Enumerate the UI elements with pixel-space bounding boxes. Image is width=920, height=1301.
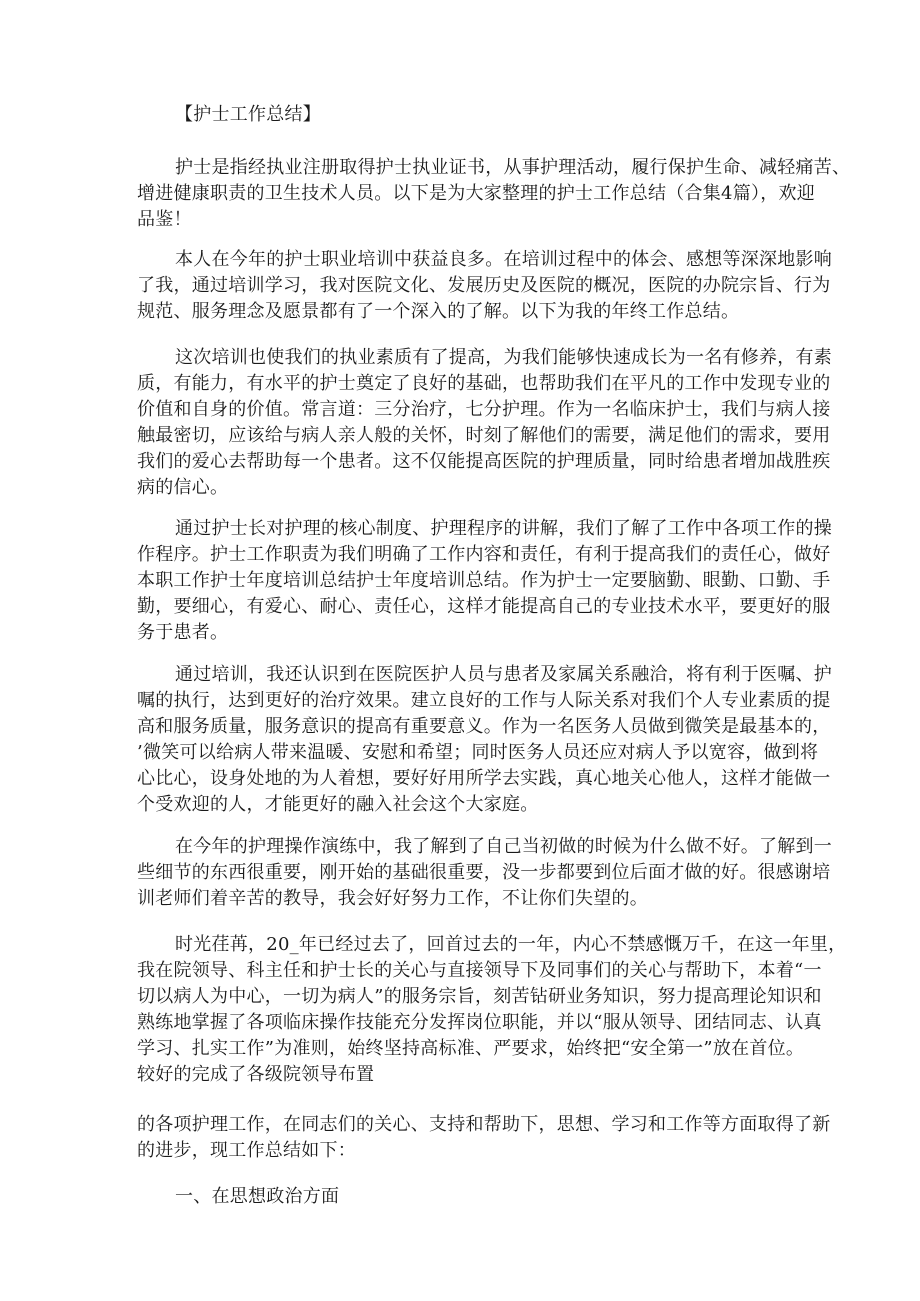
paragraph-line: 切以病人为中心，一切为病人”的服务宗旨，刻苦钻研业务知识，努力提高理论知识和	[137, 986, 822, 1007]
paragraph-line: 这次培训也使我们的执业素质有了提高，为我们能够快速成长为一名有修养，有素	[175, 347, 832, 368]
paragraph-line: 我们的爱心去帮助每一个患者。这不仅能提高医院的护理质量，同时给患者增加战胜疾	[137, 451, 831, 472]
paragraph-line: 学习、扎实工作”为准则，始终坚持高标准、严要求，始终把“安全第一”放在首位。	[137, 1038, 805, 1059]
paragraph-line: 了我，通过培训学习，我对医院文化、发展历史及医院的概况，医院的办院宗旨、行为	[137, 275, 831, 296]
paragraph-line: 价值和自身的价值。常言道：三分治疗，七分护理。作为一名临床护士，我们与病人接	[137, 399, 831, 420]
paragraph-line: 通过护士长对护理的核心制度、护理程序的讲解，我们了解了工作中各项工作的操	[175, 518, 832, 539]
paragraph-line: 通过培训，我还认识到在医院医护人员与患者及家属关系融洽，将有利于医嘱、护	[175, 664, 832, 685]
paragraph-line: 本人在今年的护士职业培训中获益良多。在培训过程中的体会、感想等深深地影响	[175, 249, 832, 270]
paragraph-line: 熟练地掌握了各项临床操作技能充分发挥岗位职能，并以“服从领导、团结同志、认真	[137, 1012, 822, 1033]
paragraph-line: 在今年的护理操作演练中，我了解到了自己当初做的时候为什么做不好。了解到一	[175, 836, 832, 857]
paragraph-line: 的各项护理工作，在同志们的关心、支持和帮助下，思想、学习和工作等方面取得了新	[137, 1114, 831, 1135]
paragraph-line: 时光荏苒，20_年已经过去了，回首过去的一年，内心不禁感慨万千，在这一年里，	[175, 934, 847, 955]
paragraph-line: 较好的完成了各级院领导布置	[137, 1064, 375, 1085]
paragraph-line: 勤，要细心，有爱心、耐心、责任心，这样才能提高自己的专业技术水平，要更好的服	[137, 596, 831, 617]
paragraph-line: 质，有能力，有水平的护士奠定了良好的基础，也帮助我们在平凡的工作中发现专业的	[137, 373, 831, 394]
paragraph-line: 增进健康职责的卫生技术人员。以下是为大家整理的护士工作总结（合集4篇），欢迎	[137, 183, 815, 204]
paragraph-line: 病的信心。	[137, 477, 229, 498]
paragraph-line: 品鉴！	[137, 209, 192, 230]
paragraph-line: 触最密切，应该给与病人亲人般的关怀，时刻了解他们的需要，满足他们的需求，要用	[137, 425, 831, 446]
paragraph-line: 高和服务质量，服务意识的提高有重要意义。作为一名医务人员做到微笑是最基本的，	[137, 716, 831, 737]
paragraph-line: ’微笑可以给病人带来温暖、安慰和希望；同时医务人员还应对病人予以宽容，做到将	[137, 742, 819, 763]
paragraph-line: 训老师们着辛苦的教导，我会好好努力工作，不让你们失望的。	[137, 888, 648, 909]
paragraph-line: 个受欢迎的人，才能更好的融入社会这个大家庭。	[137, 794, 539, 815]
paragraph-line: 我在院领导、科主任和护士长的关心与直接领导下及同事们的关心与帮助下，本着“一	[137, 960, 822, 981]
section-heading: 一、在思想政治方面	[175, 1186, 340, 1207]
paragraph-line: 护士是指经执业注册取得护士执业证书，从事护理活动，履行保护生命、减轻痛苦、	[175, 157, 851, 178]
paragraph-line: 作程序。护士工作职责为我们明确了工作内容和责任，有利于提高我们的责任心，做好	[137, 544, 831, 565]
paragraph-line: 的进步，现工作总结如下：	[137, 1140, 356, 1161]
paragraph-line: 心比心，设身处地的为人着想，要好好用所学去实践，真心地关心他人，这样才能做一	[137, 768, 831, 789]
document-title: 【护士工作总结】	[175, 104, 321, 125]
paragraph-line: 嘱的执行，达到更好的治疗效果。建立良好的工作与人际关系对我们个人专业素质的提	[137, 690, 831, 711]
paragraph-line: 规范、服务理念及愿景都有了一个深入的了解。以下为我的年终工作总结。	[137, 301, 740, 322]
paragraph-line: 务于患者。	[137, 622, 229, 643]
paragraph-line: 本职工作护士年度培训总结护士年度培训总结。作为护士一定要脑勤、眼勤、口勤、手	[137, 570, 831, 591]
paragraph-line: 些细节的东西很重要，刚开始的基础很重要，没一步都要到位后面才做的好。很感谢培	[137, 862, 831, 883]
